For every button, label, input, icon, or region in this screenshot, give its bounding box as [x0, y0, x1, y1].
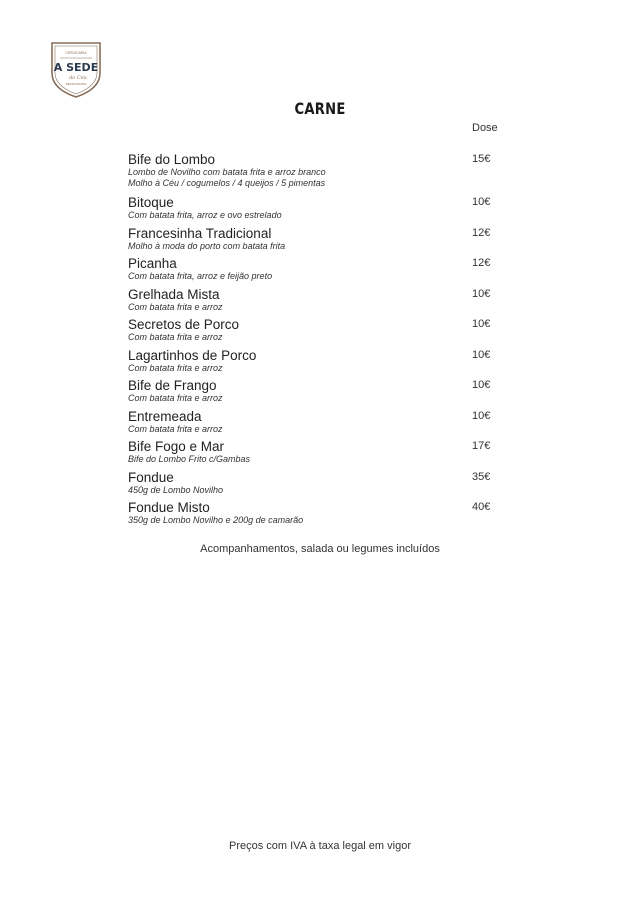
- shield-logo-icon: [48, 39, 104, 99]
- item-name: Lagartinhos de Porco: [128, 347, 257, 363]
- item-name: Entremeada: [128, 408, 202, 424]
- item-price: 35€: [472, 470, 491, 483]
- item-price: 17€: [472, 440, 491, 452]
- logo-top-text: CERVEJARIA: [65, 51, 87, 55]
- menu-item: [128, 409, 508, 440]
- menu-item: [128, 226, 508, 257]
- menu-item: [128, 470, 508, 501]
- item-description: Com batata frita e arroz: [128, 362, 223, 373]
- item-price: 10€: [472, 409, 491, 422]
- item-description: Com batata frita e arroz: [128, 393, 223, 403]
- item-description: Bife do Lombo Frito c/Gambas: [128, 454, 251, 464]
- item-description: Com batata frita e arroz: [128, 301, 223, 312]
- item-description: Com batata frita e arroz: [128, 332, 223, 342]
- item-name: Bitoque: [128, 195, 174, 210]
- menu-item: [128, 500, 508, 531]
- item-description: Molho à moda do porto com batata frita: [128, 240, 286, 251]
- section-title: CARNE: [294, 99, 346, 118]
- item-price: 40€: [472, 501, 491, 513]
- item-price: 10€: [472, 348, 491, 361]
- item-name: Fondue Misto: [128, 500, 210, 515]
- menu-item: [128, 287, 508, 318]
- item-name: Grelhada Mista: [128, 286, 220, 302]
- footer-note: Preços com IVA à taxa legal em vigor: [229, 840, 411, 852]
- logo-bottom-text: RESTAURANTE: [65, 82, 87, 86]
- item-name: Francesinha Tradicional: [128, 225, 272, 241]
- item-name: Secretos de Porco: [128, 317, 240, 332]
- item-description: 350g de Lombo Novilho e 200g de camarão: [128, 515, 304, 525]
- item-description: Com batata frita, arroz e feijão preto: [128, 271, 273, 281]
- menu-item: [128, 439, 508, 470]
- logo-name: A SEDE: [53, 61, 99, 74]
- menu-item: [128, 348, 508, 379]
- item-price: 10€: [472, 318, 491, 330]
- item-name: Picanha: [128, 256, 177, 271]
- menu-item: [128, 195, 508, 226]
- item-name: Bife Fogo e Mar: [128, 439, 225, 454]
- item-price: 15€: [472, 153, 491, 165]
- item-name: Bife de Frango: [128, 378, 217, 393]
- logo-script: do Céu: [69, 75, 87, 81]
- menu-item: [128, 317, 508, 348]
- item-description: Com batata frita, arroz e ovo estrelado: [128, 210, 282, 220]
- menu-item: [128, 152, 508, 195]
- item-description: 450g de Lombo Novilho: [128, 484, 224, 495]
- menu-item: [128, 256, 508, 287]
- item-price: 10€: [472, 287, 491, 300]
- item-price: 12€: [472, 257, 491, 269]
- item-price: 10€: [472, 379, 491, 391]
- item-name: Fondue: [128, 469, 174, 485]
- menu-item: [128, 378, 508, 409]
- item-price: 12€: [472, 226, 491, 239]
- item-description: Com batata frita e arroz: [128, 423, 223, 434]
- item-description: Molho à Céu / cogumelos / 4 queijos / 5 pimentas: [128, 178, 326, 188]
- item-description: Lombo de Novilho com batata frita e arroz branco: [128, 167, 326, 177]
- menu-items-list: [128, 152, 508, 531]
- item-price: 10€: [472, 196, 491, 208]
- item-name: Bife do Lombo: [128, 152, 216, 167]
- sides-note: Acompanhamentos, salada ou legumes incluídos: [200, 543, 440, 555]
- price-column-header: Dose: [472, 122, 498, 134]
- restaurant-logo: [48, 39, 104, 99]
